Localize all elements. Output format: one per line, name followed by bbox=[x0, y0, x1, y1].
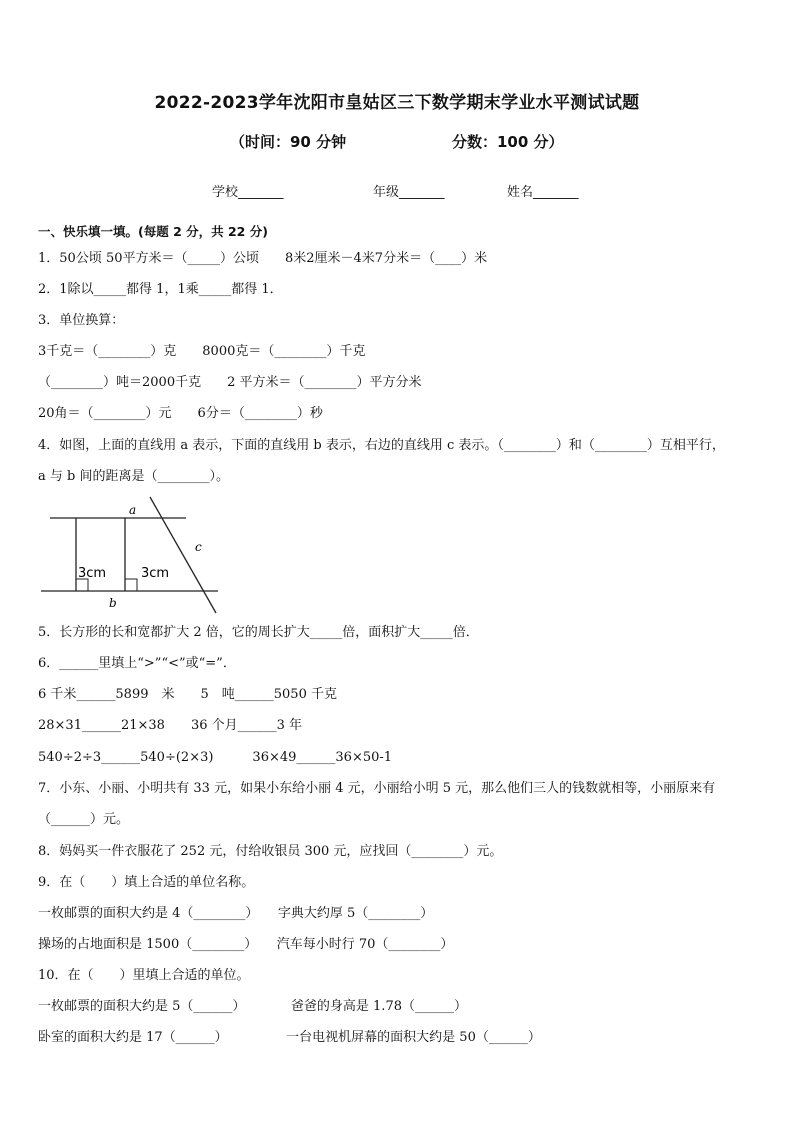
question-3c: 20角＝（________）元 6分＝（________）秒 bbox=[38, 406, 323, 421]
question-9b: 操场的占地面积是 1500（________） 汽车每小时行 70（________） bbox=[38, 937, 454, 952]
question-9a: 一枚邮票的面积大约是 4（________） 字典大约厚 5（________） bbox=[38, 906, 434, 921]
page-title: 2022-2023学年沈阳市皇姑区三下数学期末学业水平测试试题 bbox=[154, 93, 640, 113]
question-9: 9．在（ ）填上合适的单位名称。 bbox=[38, 875, 255, 890]
question-10b: 卧室的面积大约是 17（______） 一台电视机屏幕的面积大约是 50（______） bbox=[38, 1030, 541, 1045]
time-label: （时间：90 分钟 bbox=[230, 133, 347, 151]
question-4a: 4．如图，上面的直线用 a 表示，下面的直线用 b 表示，右边的直线用 c 表示。（________）和（________）互相平行， bbox=[38, 438, 725, 453]
question-4b: a 与 b 间的距离是（________）。 bbox=[38, 469, 229, 484]
question-5: 5．长方形的长和宽都扩大 2 倍，它的周长扩大_____倍，面积扩大_____倍． bbox=[38, 625, 479, 640]
question-7a: 7．小东、小丽、小明共有 33 元，如果小东给小丽 4 元，小丽给小明 5 元，那么他们三人的钱数就相等，小丽原来有 bbox=[38, 781, 716, 796]
label-b: b bbox=[109, 596, 117, 610]
name-field[interactable]: 姓名_______ bbox=[507, 185, 579, 200]
distance-label-2: 3cm bbox=[141, 566, 170, 581]
question-6: 6．______里填上“>”“<”或“=”． bbox=[38, 656, 236, 671]
question-6c: 540÷2÷3______540÷(2×3) 36×49______36×50-1 bbox=[38, 750, 393, 765]
question-1: 1．50公顷 50平方米＝（_____）公顷 8米2厘米－4米7分米＝（____）米 bbox=[38, 251, 488, 266]
question-10a: 一枚邮票的面积大约是 5（______） 爸爸的身高是 1.78（______） bbox=[38, 999, 467, 1014]
label-c: c bbox=[195, 540, 202, 554]
distance-label-1: 3cm bbox=[78, 566, 107, 581]
question-3a: 3千克＝（________）克 8000克＝（________）千克 bbox=[38, 344, 366, 359]
question-8: 8．妈妈买一件衣服花了 252 元，付给收银员 300 元，应找回（________）元。 bbox=[38, 844, 503, 859]
question-6b: 28×31______21×38 36 个月______3 年 bbox=[38, 718, 303, 733]
label-a: a bbox=[129, 503, 137, 517]
question-7b: （______）元。 bbox=[38, 812, 130, 827]
question-2: 2．1除以_____都得 1，1乘_____都得 1． bbox=[38, 282, 283, 297]
score-label: 分数：100 分） bbox=[452, 133, 564, 151]
question-3b: （________）吨＝2000千克 2 平方米＝（________）平方分米 bbox=[38, 375, 422, 390]
parallel-lines-figure bbox=[38, 493, 228, 615]
question-3: 3．单位换算： bbox=[38, 313, 125, 328]
grade-field[interactable]: 年级_______ bbox=[373, 185, 445, 200]
school-field[interactable]: 学校_______ bbox=[212, 185, 284, 200]
question-6a: 6 千米______5899 米 5 吨______5050 千克 bbox=[38, 687, 337, 702]
section-heading: 一、快乐填一填。(每题 2 分，共 22 分) bbox=[38, 224, 268, 239]
question-10: 10．在（ ）里填上合适的单位。 bbox=[38, 968, 250, 983]
